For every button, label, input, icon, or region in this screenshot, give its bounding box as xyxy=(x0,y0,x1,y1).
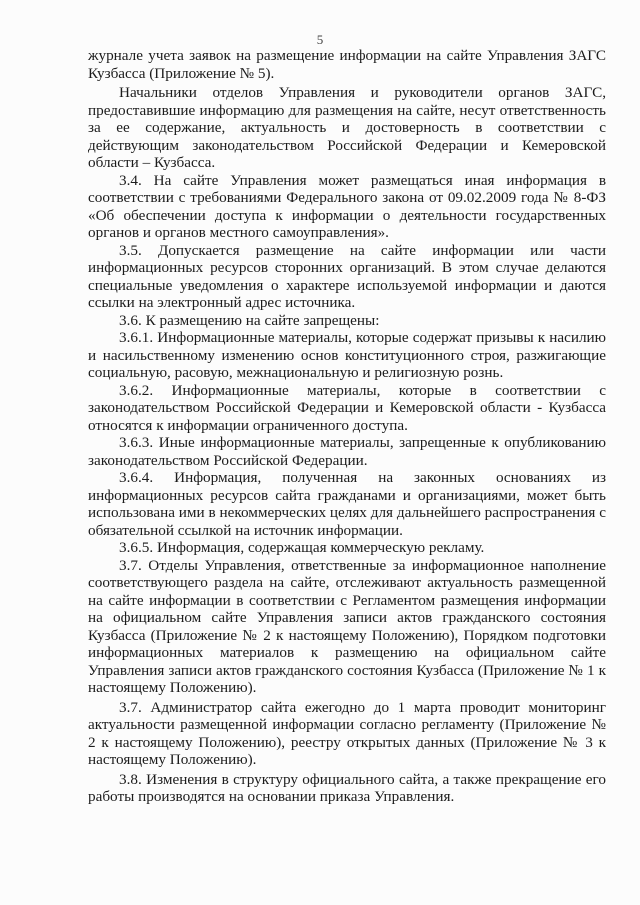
paragraph-3-6-5: 3.6.5. Информация, содержащая коммерческую рекламу. xyxy=(119,539,485,556)
paragraph-3-7-administrator: 3.7. Администратор сайта ежегодно до 1 марта проводит мониторинг актуальности размещенной информации согласно регламенту (Приложение № 2 к настоящему Положению), реестру открытых данных (Приложение № 3 к настоящему Положению). xyxy=(88,698,606,768)
paragraph-3-8: 3.8. Изменения в структуру официального сайта, а также прекращение его работы производятся на основании приказа Управления. xyxy=(88,770,606,805)
document-body xyxy=(88,47,606,806)
paragraph-3-6-2: 3.6.2. Информационные материалы, которые в соответствии с законодательством Российской Федерации и Кемеровской области - Кузбасса относятся к информации ограниченного доступа. xyxy=(88,381,606,434)
paragraph-3-6-3: 3.6.3. Иные информационные материалы, запрещенные к опубликованию законодательством Российской Федерации. xyxy=(88,434,606,469)
paragraph-3-6: 3.6. К размещению на сайте запрещены: xyxy=(119,311,380,329)
paragraph-3-6-4: 3.6.4. Информация, полученная на законных основаниях из информационных ресурсов сайта гражданами и организациями, может быть использована ими в некоммерческих целях для дальнейшего распространения с обязательной ссылкой на источник информации. xyxy=(88,469,606,539)
paragraph-3-6-1: 3.6.1. Информационные материалы, которые содержат призывы к насилию и насильственному изменению основ конституционного строя, разжигающие социальную, расовую, межнациональную и религиозную рознь. xyxy=(88,329,606,381)
paragraph-continuation: журнале учета заявок на размещение информации на сайте Управления ЗАГС Кузбасса (Приложение № 5). xyxy=(88,47,606,82)
paragraph-3-7-departments: 3.7. Отделы Управления, ответственные за информационное наполнение соответствующего раздела на сайте, отслеживают актуальность размещенной на сайте информации в соответствии с Регламентом размещения информации на официальном сайте Управления записи актов гражданского состояния Кузбасса (Приложение № 2 к настоящему Положению), Порядком подготовки информационных материалов к размещению на официальном сайте Управления записи актов гражданского состояния Кузбасса (Приложение № 1 к настоящему Положению). xyxy=(88,556,606,696)
paragraph-responsibility: Начальники отделов Управления и руководители органов ЗАГС, предоставившие информацию для размещения на сайте, несут ответственность за ее содержание, актуальность и достоверность в соответствии с действующим законодательством Российской Федерации и Кемеровской области – Кузбасса. xyxy=(88,84,606,171)
paragraph-3-5: 3.5. Допускается размещение на сайте информации или части информационных ресурсов сторонних организаций. В этом случае делаются специальные уведомления о характере используемой информации и даются ссылки на электронный адрес источника. xyxy=(88,241,606,311)
paragraph-3-4: 3.4. На сайте Управления может размещаться иная информация в соответствии с требованиями Федерального закона от 09.02.2009 года № 8-ФЗ «Об обеспечении доступа к информации о деятельности государственных органов и органов местного самоуправления». xyxy=(88,171,606,241)
page-number: 5 xyxy=(316,32,324,47)
